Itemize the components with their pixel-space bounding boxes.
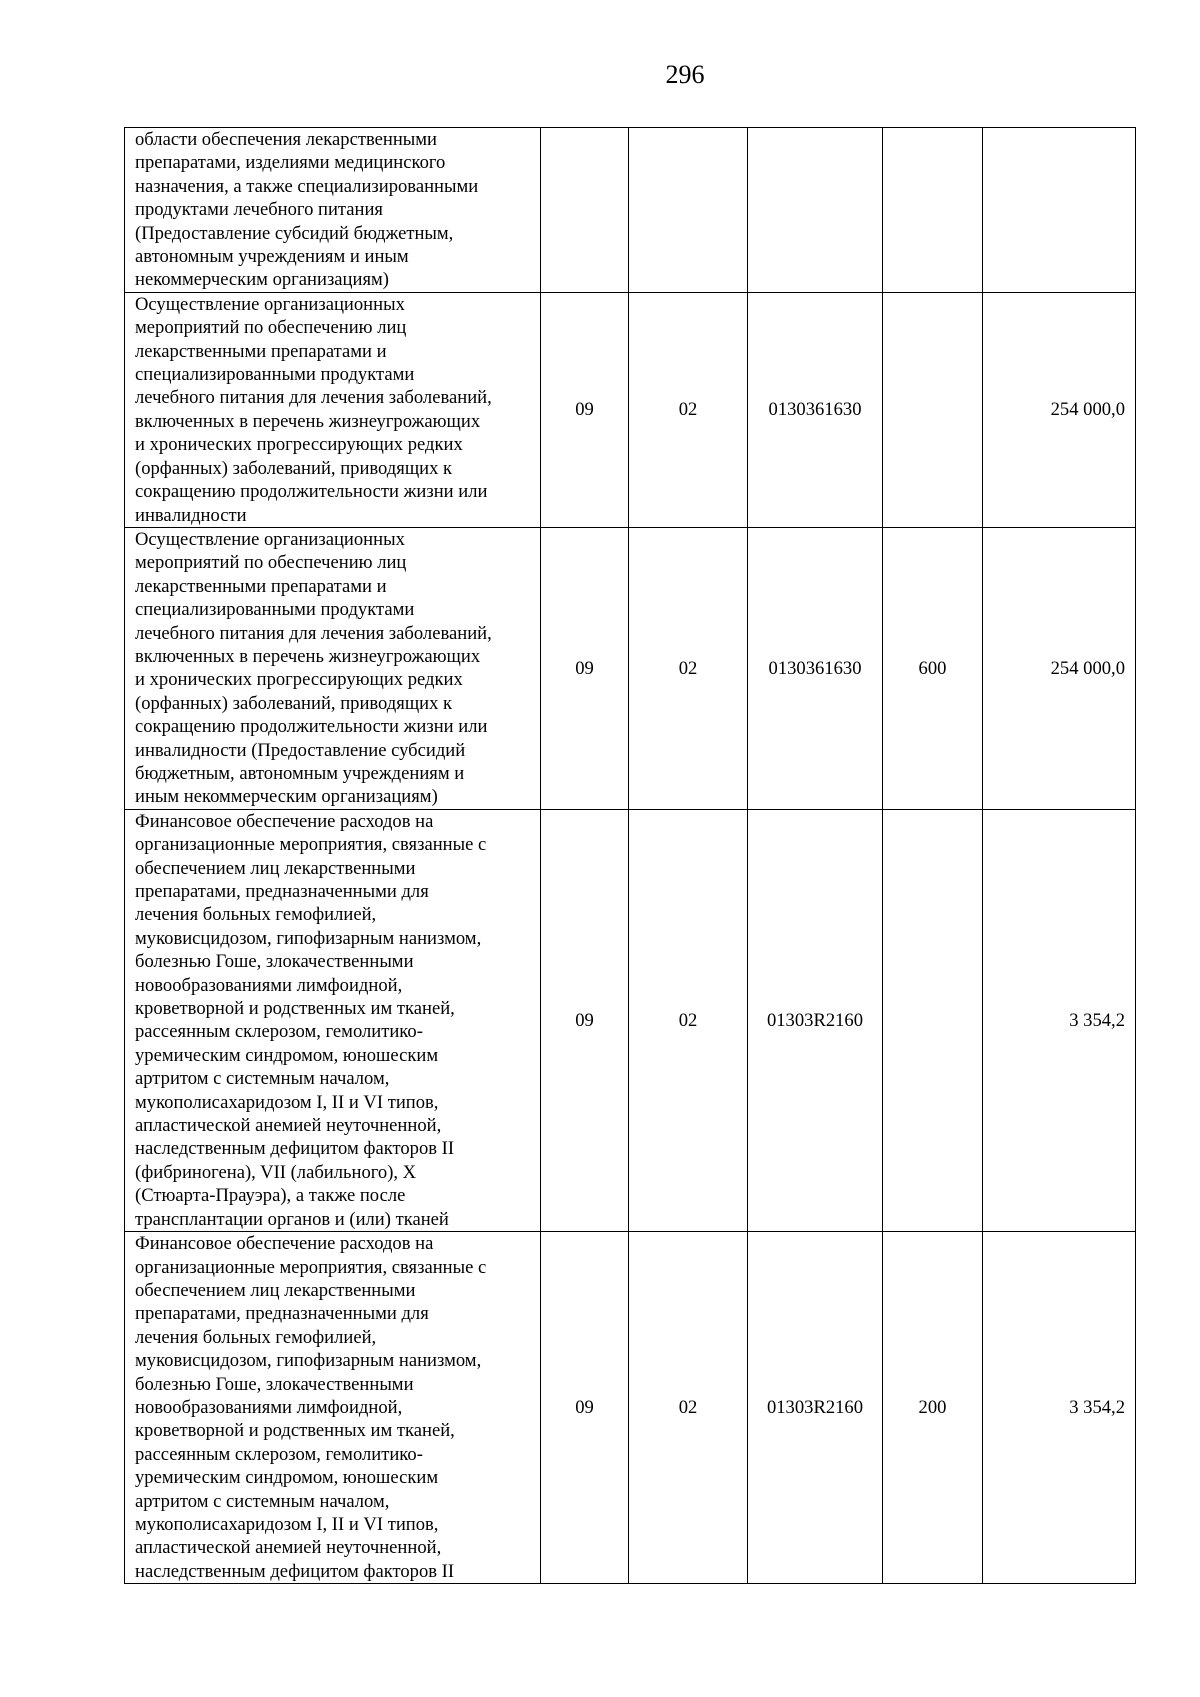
row-description: области обеспечения лекарственными препаратами, изделиями медицинского назначения, а также специализированными продуктами лечебного питания (Предоставление субсидий бюджетным, автономным учреждениям и иным некоммерческим организациям) <box>125 128 541 293</box>
row-section-code <box>541 128 629 293</box>
row-subsection-code: 02 <box>629 809 748 1231</box>
row-expense-type-code <box>883 128 983 293</box>
row-target-article-code: 0130361630 <box>748 292 883 527</box>
row-amount: 254 000,0 <box>983 527 1136 809</box>
table-row <box>125 527 1136 809</box>
table-row <box>125 292 1136 527</box>
row-description: Осуществление организационных мероприятий по обеспечению лиц лекарственными препаратами и специализированными продуктами лечебного питания для лечения заболеваний, включенных в перечень жизнеугрожающих и хронических прогрессирующих редких (орфанных) заболеваний, приводящих к сокращению продолжительности жизни или инвалидности (Предоставление субсидий бюджетным, автономным учреждениям и иным некоммерческим организациям) <box>125 527 541 809</box>
row-description: Осуществление организационных мероприятий по обеспечению лиц лекарственными препаратами и специализированными продуктами лечебного питания для лечения заболеваний, включенных в перечень жизнеугрожающих и хронических прогрессирующих редких (орфанных) заболеваний, приводящих к сокращению продолжительности жизни или инвалидности <box>125 292 541 527</box>
row-expense-type-code: 200 <box>883 1232 983 1584</box>
table-row <box>125 1232 1136 1584</box>
row-amount <box>983 128 1136 293</box>
table-row <box>125 128 1136 293</box>
row-subsection-code: 02 <box>629 1232 748 1584</box>
row-section-code: 09 <box>541 292 629 527</box>
row-description: Финансовое обеспечение расходов на организационные мероприятия, связанные с обеспечением лиц лекарственными препаратами, предназначенными для лечения больных гемофилией, муковисцидозом, гипофизарным нанизмом, болезнью Гоше, злокачественными новообразованиями лимфоидной, кроветворной и родственных им тканей, рассеянным склерозом, гемолитико- уремическим синдромом, юношеским артритом с системным началом, мукополисахаридозом I, II и VI типов, апластической анемией неуточненной, наследственным дефицитом факторов II (фибриногена), VII (лабильного), X (Стюарта-Прауэра), а также после трансплантации органов и (или) тканей <box>125 809 541 1231</box>
row-expense-type-code <box>883 292 983 527</box>
row-subsection-code: 02 <box>629 527 748 809</box>
row-expense-type-code <box>883 809 983 1231</box>
row-section-code: 09 <box>541 809 629 1231</box>
row-target-article-code: 01303R2160 <box>748 809 883 1231</box>
row-section-code: 09 <box>541 527 629 809</box>
row-subsection-code <box>629 128 748 293</box>
row-expense-type-code: 600 <box>883 527 983 809</box>
row-amount: 3 354,2 <box>983 809 1136 1231</box>
row-target-article-code: 01303R2160 <box>748 1232 883 1584</box>
row-amount: 254 000,0 <box>983 292 1136 527</box>
row-target-article-code: 0130361630 <box>748 527 883 809</box>
row-amount: 3 354,2 <box>983 1232 1136 1584</box>
row-description: Финансовое обеспечение расходов на организационные мероприятия, связанные с обеспечением лиц лекарственными препаратами, предназначенными для лечения больных гемофилией, муковисцидозом, гипофизарным нанизмом, болезнью Гоше, злокачественными новообразованиями лимфоидной, кроветворной и родственных им тканей, рассеянным склерозом, гемолитико- уремическим синдромом, юношеским артритом с системным началом, мукополисахаридозом I, II и VI типов, апластической анемией неуточненной, наследственным дефицитом факторов II <box>125 1232 541 1584</box>
page-number: 296 <box>665 60 705 89</box>
table-row <box>125 809 1136 1231</box>
row-target-article-code <box>748 128 883 293</box>
budget-table <box>124 127 1136 1584</box>
row-section-code: 09 <box>541 1232 629 1584</box>
row-subsection-code: 02 <box>629 292 748 527</box>
